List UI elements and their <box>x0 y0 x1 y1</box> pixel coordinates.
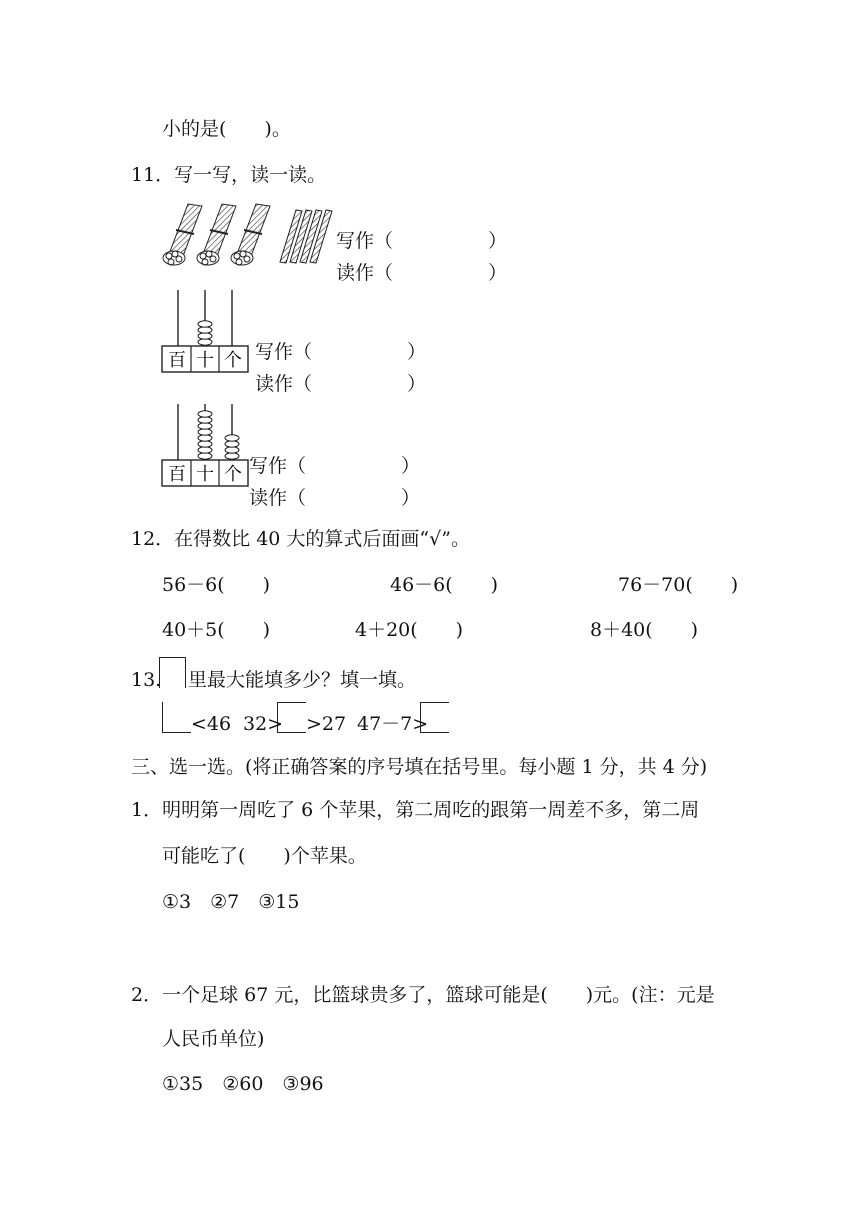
abacus-1-bead <box>198 339 212 345</box>
q13-item-4: 47－7> <box>357 713 429 735</box>
q10-tail: 小的是( )。 <box>162 118 291 140</box>
q11-title: 11．写一写，读一读。 <box>131 164 327 186</box>
abacus-2-bead <box>225 435 239 441</box>
answer-box-1[interactable] <box>162 702 191 733</box>
q13-item-2: 32> <box>243 713 284 735</box>
abacus-2-label-tens: 十 <box>196 464 214 485</box>
stick-bundles-image <box>158 196 338 268</box>
abacus-2-bead <box>198 423 212 429</box>
abacus-1-label-tens: 十 <box>196 350 214 371</box>
q13-item-3: >27 <box>306 713 347 735</box>
abacus-1 <box>161 290 251 374</box>
q12-title: 12．在得数比 40 大的算式后面画“√”。 <box>131 528 470 550</box>
abacus-2-bead <box>225 441 239 447</box>
q1-line-1: 1．明明第一周吃了 6 个苹果，第二周吃的跟第一周差不多，第二周 <box>131 799 700 821</box>
abacus-2-bead <box>198 453 212 459</box>
q1-line-2: 可能吃了( )个苹果。 <box>162 845 367 867</box>
abacus-1-label-ones: 个 <box>224 350 242 371</box>
expr-1-1: 56－6( ) <box>162 574 271 596</box>
write-line-1: 写作（ ） <box>336 230 508 252</box>
expr-2-3: 8＋40( ) <box>590 619 699 641</box>
abacus-2-bead <box>198 411 212 417</box>
answer-box-2-base <box>277 702 306 733</box>
q13-title-box <box>159 657 186 688</box>
abacus-2-label-hundreds: 百 <box>168 464 186 485</box>
abacus-2-bead <box>198 447 212 453</box>
bundle-2 <box>197 204 236 265</box>
abacus-2-bead <box>198 429 212 435</box>
q2-options: ①35 ②60 ③96 <box>162 1073 324 1095</box>
single-sticks <box>280 210 332 263</box>
abacus-2-bead <box>225 447 239 453</box>
section-3-title: 三、选一选。(将正确答案的序号填在括号里。每小题 1 分，共 4 分) <box>131 756 708 778</box>
q2-line-2: 人民币单位) <box>162 1028 265 1050</box>
write-line-2: 写作（ ） <box>255 341 427 363</box>
abacus-2 <box>161 404 251 488</box>
expr-1-2: 46－6( ) <box>390 574 499 596</box>
q13-title: 里最大能填多少？填一填。 <box>188 669 417 691</box>
read-line-1: 读作（ ） <box>336 262 508 284</box>
q13-item-1: <46 <box>191 713 232 735</box>
abacus-1-bead <box>198 321 212 327</box>
abacus-2-bead <box>198 441 212 447</box>
q2-line-1: 2．一个足球 67 元，比篮球贵多了，篮球可能是( )元。(注：元是 <box>131 984 715 1006</box>
expr-1-3: 76－70( ) <box>618 574 739 596</box>
expr-2-1: 40＋5( ) <box>162 619 271 641</box>
abacus-1-bead <box>198 333 212 339</box>
abacus-2-bead <box>198 435 212 441</box>
abacus-2-bead <box>198 417 212 423</box>
expr-2-2: 4＋20( ) <box>355 619 464 641</box>
bundle-3 <box>231 204 270 265</box>
abacus-1-label-hundreds: 百 <box>168 350 186 371</box>
bundle-1 <box>163 204 202 265</box>
q1-options: ①3 ②7 ③15 <box>162 891 300 913</box>
abacus-2-label-ones: 个 <box>224 464 242 485</box>
abacus-2-bead <box>225 453 239 459</box>
read-line-2: 读作（ ） <box>255 373 427 395</box>
abacus-1-bead <box>198 327 212 333</box>
write-line-3: 写作（ ） <box>249 455 421 477</box>
q13-number: 13. <box>131 669 162 691</box>
answer-box-3-base <box>420 702 449 733</box>
read-line-3: 读作（ ） <box>249 487 421 509</box>
